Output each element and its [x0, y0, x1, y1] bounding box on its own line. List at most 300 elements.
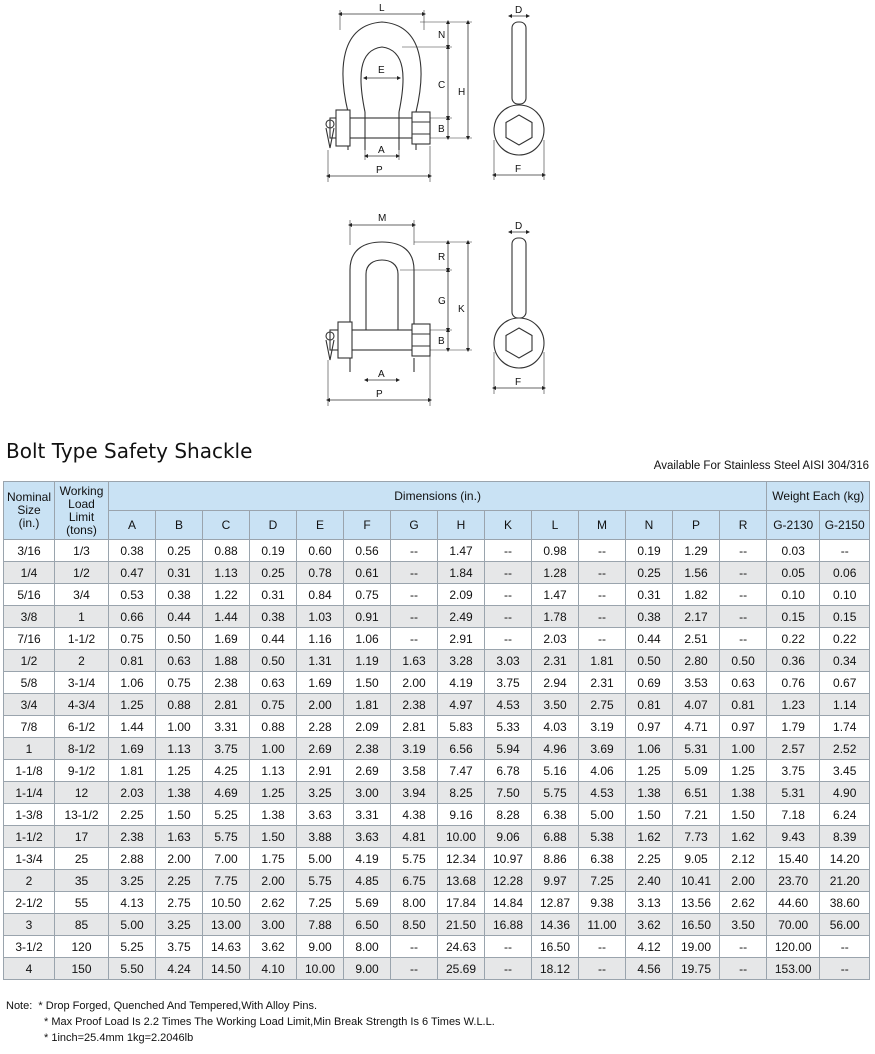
table-cell: 0.38 — [156, 584, 203, 606]
table-row — [4, 914, 870, 936]
table-cell: 2.38 — [391, 694, 438, 716]
table-cell: 7.21 — [673, 804, 720, 826]
table-cell: 23.70 — [767, 870, 820, 892]
table-cell: 0.75 — [156, 672, 203, 694]
table-cell: 7.75 — [203, 870, 250, 892]
table-cell: 12.87 — [532, 892, 579, 914]
table-cell: 4-3/4 — [55, 694, 109, 716]
table-cell: 2.57 — [767, 738, 820, 760]
table-cell: 4.13 — [109, 892, 156, 914]
table-row — [4, 650, 870, 672]
table-cell: 0.25 — [626, 562, 673, 584]
table-cell: 4.81 — [391, 826, 438, 848]
header-col-d: D — [250, 511, 297, 540]
table-cell: -- — [391, 584, 438, 606]
shackle-diagrams — [0, 0, 875, 420]
table-cell: 0.31 — [250, 584, 297, 606]
table-cell: -- — [579, 540, 626, 562]
table-cell: -- — [720, 540, 767, 562]
table-cell: -- — [391, 628, 438, 650]
table-cell: 0.25 — [250, 562, 297, 584]
table-cell: 0.50 — [720, 650, 767, 672]
table-cell: 3 — [4, 914, 55, 936]
table-cell: 0.91 — [344, 606, 391, 628]
table-cell: 6.56 — [438, 738, 485, 760]
table-cell: -- — [720, 562, 767, 584]
table-cell: 5.16 — [532, 760, 579, 782]
table-cell: 3.58 — [391, 760, 438, 782]
table-row — [4, 672, 870, 694]
table-cell: 1.25 — [720, 760, 767, 782]
table-cell: 1.25 — [156, 760, 203, 782]
table-cell: 1.14 — [820, 694, 870, 716]
table-cell: 2.03 — [109, 782, 156, 804]
table-cell: 17.84 — [438, 892, 485, 914]
table-row — [4, 694, 870, 716]
table-cell: 9.06 — [485, 826, 532, 848]
note-line: * Max Proof Load Is 2.2 Times The Working Load Limit,Min Break Strength Is 6 Times W.L.L. — [44, 1016, 495, 1028]
table-cell: 6.50 — [344, 914, 391, 936]
table-cell: 1-1/2 — [55, 628, 109, 650]
table-cell: 0.97 — [626, 716, 673, 738]
label-L: L — [379, 3, 385, 14]
table-cell: 16.50 — [673, 914, 720, 936]
table-cell: 4.25 — [203, 760, 250, 782]
table-cell: -- — [485, 562, 532, 584]
table-cell: 1.81 — [579, 650, 626, 672]
table-cell: 3.63 — [344, 826, 391, 848]
table-cell: 2.51 — [673, 628, 720, 650]
table-cell: 1.13 — [203, 562, 250, 584]
spec-table — [3, 481, 870, 980]
table-cell: 12.34 — [438, 848, 485, 870]
table-cell: 12 — [55, 782, 109, 804]
table-row — [4, 540, 870, 562]
table-cell: 5.09 — [673, 760, 720, 782]
table-row — [4, 848, 870, 870]
table-cell: 0.61 — [344, 562, 391, 584]
table-cell: 0.38 — [626, 606, 673, 628]
table-cell: 5.00 — [297, 848, 344, 870]
table-cell: 25 — [55, 848, 109, 870]
table-cell: 1.88 — [203, 650, 250, 672]
table-cell: 0.25 — [156, 540, 203, 562]
table-cell: 1.69 — [203, 628, 250, 650]
table-cell: -- — [391, 606, 438, 628]
table-cell: 6.38 — [532, 804, 579, 826]
table-cell: 4.19 — [438, 672, 485, 694]
table-cell: 2.94 — [532, 672, 579, 694]
table-row — [4, 562, 870, 584]
table-cell: 7.50 — [485, 782, 532, 804]
header-col-n: N — [626, 511, 673, 540]
table-cell: 120 — [55, 936, 109, 958]
table-cell: 0.10 — [767, 584, 820, 606]
table-cell: 120.00 — [767, 936, 820, 958]
table-cell: 0.88 — [156, 694, 203, 716]
table-cell: 1/3 — [55, 540, 109, 562]
table-cell: 4.24 — [156, 958, 203, 980]
table-cell: 1.38 — [250, 804, 297, 826]
table-cell: 1.81 — [109, 760, 156, 782]
table-cell: 2.69 — [344, 760, 391, 782]
table-cell: 7.00 — [203, 848, 250, 870]
table-cell: 2.31 — [532, 650, 579, 672]
table-cell: 1.81 — [344, 694, 391, 716]
table-cell: -- — [579, 936, 626, 958]
table-cell: 8-1/2 — [55, 738, 109, 760]
table-cell: 4.38 — [391, 804, 438, 826]
header-col-m: M — [579, 511, 626, 540]
notes — [6, 998, 495, 1046]
label-E: E — [378, 65, 385, 76]
table-cell: 2.75 — [579, 694, 626, 716]
table-cell: 1.06 — [344, 628, 391, 650]
table-cell: 0.81 — [720, 694, 767, 716]
table-cell: 3.19 — [391, 738, 438, 760]
table-cell: 2.69 — [297, 738, 344, 760]
label-P: P — [376, 165, 383, 176]
header-col-g-2150: G-2150 — [820, 511, 870, 540]
table-cell: 0.67 — [820, 672, 870, 694]
table-cell: 12.28 — [485, 870, 532, 892]
table-cell: 5.50 — [109, 958, 156, 980]
table-cell: 0.63 — [250, 672, 297, 694]
table-cell: 3.25 — [297, 782, 344, 804]
table-cell: 5.31 — [767, 782, 820, 804]
header-col-h: H — [438, 511, 485, 540]
table-cell: -- — [820, 958, 870, 980]
table-cell: 5.69 — [344, 892, 391, 914]
table-cell: 0.75 — [109, 628, 156, 650]
table-cell: 6.51 — [673, 782, 720, 804]
table-cell: -- — [720, 936, 767, 958]
table-cell: 1.69 — [109, 738, 156, 760]
table-cell: 13.00 — [203, 914, 250, 936]
table-cell: 0.44 — [250, 628, 297, 650]
table-cell: 10.00 — [438, 826, 485, 848]
table-cell: 5.25 — [109, 936, 156, 958]
table-cell: 3.00 — [250, 914, 297, 936]
table-cell: 1.19 — [344, 650, 391, 672]
table-cell: 1.69 — [297, 672, 344, 694]
table-cell: 1.44 — [203, 606, 250, 628]
table-cell: 14.63 — [203, 936, 250, 958]
table-cell: -- — [485, 606, 532, 628]
table-cell: 19.75 — [673, 958, 720, 980]
table-cell: 3/8 — [4, 606, 55, 628]
table-row — [4, 628, 870, 650]
table-cell: 1.84 — [438, 562, 485, 584]
table-cell: 1-1/2 — [4, 826, 55, 848]
table-cell: 2.09 — [344, 716, 391, 738]
label-F: F — [515, 164, 522, 175]
table-cell: 8.28 — [485, 804, 532, 826]
table-cell: -- — [579, 958, 626, 980]
table-cell: 1.78 — [532, 606, 579, 628]
table-cell: 0.19 — [250, 540, 297, 562]
label-F: F — [515, 377, 522, 388]
table-cell: 1.75 — [250, 848, 297, 870]
label-A: A — [378, 145, 385, 156]
table-cell: 3.31 — [203, 716, 250, 738]
table-cell: 5/8 — [4, 672, 55, 694]
table-cell: 10.97 — [485, 848, 532, 870]
table-cell: 13-1/2 — [55, 804, 109, 826]
table-cell: 2.52 — [820, 738, 870, 760]
table-cell: 5.33 — [485, 716, 532, 738]
header-col-l: L — [532, 511, 579, 540]
table-cell: 1.00 — [720, 738, 767, 760]
table-cell: 2.88 — [109, 848, 156, 870]
label-N: N — [438, 30, 446, 41]
table-cell: 2.38 — [344, 738, 391, 760]
table-cell: 7.25 — [297, 892, 344, 914]
table-cell: 0.63 — [156, 650, 203, 672]
table-cell: -- — [579, 606, 626, 628]
table-cell: 6-1/2 — [55, 716, 109, 738]
table-cell: 1.25 — [626, 760, 673, 782]
table-cell: 3.25 — [156, 914, 203, 936]
table-cell: 2.03 — [532, 628, 579, 650]
table-cell: 3.75 — [767, 760, 820, 782]
table-cell: -- — [485, 936, 532, 958]
table-cell: 2.31 — [579, 672, 626, 694]
table-cell: 1.25 — [250, 782, 297, 804]
table-cell: 2.80 — [673, 650, 720, 672]
table-cell: 0.50 — [250, 650, 297, 672]
table-row — [4, 738, 870, 760]
table-row — [4, 958, 870, 980]
table-cell: 0.81 — [109, 650, 156, 672]
table-cell: 0.15 — [820, 606, 870, 628]
table-cell: 3.63 — [297, 804, 344, 826]
table-cell: 0.31 — [626, 584, 673, 606]
table-cell: 14.36 — [532, 914, 579, 936]
table-cell: 6.78 — [485, 760, 532, 782]
table-cell: 0.47 — [109, 562, 156, 584]
table-cell: 8.39 — [820, 826, 870, 848]
table-cell: 5.83 — [438, 716, 485, 738]
table-cell: 2.91 — [438, 628, 485, 650]
table-cell: 5.00 — [109, 914, 156, 936]
table-cell: 3.50 — [532, 694, 579, 716]
chain-shackle-side-view — [494, 232, 544, 394]
table-cell: 2.00 — [720, 870, 767, 892]
table-cell: 8.25 — [438, 782, 485, 804]
table-cell: 4.07 — [673, 694, 720, 716]
table-cell: 3.75 — [156, 936, 203, 958]
table-cell: -- — [391, 958, 438, 980]
table-cell: 17 — [55, 826, 109, 848]
table-cell: 2.28 — [297, 716, 344, 738]
label-D: D — [515, 221, 523, 232]
table-cell: -- — [391, 936, 438, 958]
table-cell: 7.47 — [438, 760, 485, 782]
table-cell: 0.98 — [532, 540, 579, 562]
header-col-e: E — [297, 511, 344, 540]
table-cell: 1 — [55, 606, 109, 628]
table-cell: 2.62 — [250, 892, 297, 914]
table-cell: 3.69 — [579, 738, 626, 760]
table-cell: 1.63 — [156, 826, 203, 848]
header-col-g-2130: G-2130 — [767, 511, 820, 540]
header-nominal-size: Nominal Size (in.) — [4, 482, 55, 540]
table-cell: 4.19 — [344, 848, 391, 870]
table-cell: 56.00 — [820, 914, 870, 936]
table-cell: 3/16 — [4, 540, 55, 562]
table-cell: 5.94 — [485, 738, 532, 760]
table-row — [4, 782, 870, 804]
table-cell: 1.22 — [203, 584, 250, 606]
table-cell: 3-1/4 — [55, 672, 109, 694]
table-cell: 10.00 — [297, 958, 344, 980]
table-cell: 1.13 — [250, 760, 297, 782]
table-cell: 8.00 — [391, 892, 438, 914]
table-row — [4, 606, 870, 628]
label-M: M — [378, 213, 387, 224]
table-cell: 4.85 — [344, 870, 391, 892]
table-row — [4, 804, 870, 826]
table-cell: 4.71 — [673, 716, 720, 738]
table-cell: 2.62 — [720, 892, 767, 914]
table-cell: 0.22 — [767, 628, 820, 650]
table-cell: 1.28 — [532, 562, 579, 584]
table-cell: 3-1/2 — [4, 936, 55, 958]
table-cell: 3.53 — [673, 672, 720, 694]
table-cell: 4.06 — [579, 760, 626, 782]
table-cell: 3.45 — [820, 760, 870, 782]
table-cell: 2.40 — [626, 870, 673, 892]
table-cell: 3.31 — [344, 804, 391, 826]
table-cell: 4.96 — [532, 738, 579, 760]
table-cell: 3.00 — [344, 782, 391, 804]
table-cell: 9.43 — [767, 826, 820, 848]
table-cell: 4.12 — [626, 936, 673, 958]
spec-table-body — [4, 540, 870, 980]
table-cell: 2.25 — [109, 804, 156, 826]
table-cell: 0.88 — [203, 540, 250, 562]
table-cell: 0.38 — [109, 540, 156, 562]
table-cell: 1.31 — [297, 650, 344, 672]
table-cell: 0.69 — [626, 672, 673, 694]
note-line: * 1inch=25.4mm 1kg=2.2046lb — [44, 1032, 194, 1044]
label-C: C — [438, 80, 446, 91]
table-cell: 5.75 — [391, 848, 438, 870]
table-cell: 6.88 — [532, 826, 579, 848]
table-cell: 1.38 — [156, 782, 203, 804]
table-cell: 1.44 — [109, 716, 156, 738]
table-cell: -- — [720, 958, 767, 980]
table-cell: 1.23 — [767, 694, 820, 716]
table-cell: 19.00 — [673, 936, 720, 958]
table-row — [4, 716, 870, 738]
table-cell: 8.50 — [391, 914, 438, 936]
table-cell: 44.60 — [767, 892, 820, 914]
table-cell: 21.50 — [438, 914, 485, 936]
table-cell: 2.81 — [203, 694, 250, 716]
table-cell: 18.12 — [532, 958, 579, 980]
table-cell: 0.97 — [720, 716, 767, 738]
table-cell: 0.15 — [767, 606, 820, 628]
table-cell: 9.05 — [673, 848, 720, 870]
table-cell: 7.73 — [673, 826, 720, 848]
table-cell: 10.50 — [203, 892, 250, 914]
table-cell: 0.75 — [344, 584, 391, 606]
table-cell: 0.34 — [820, 650, 870, 672]
table-cell: 9.38 — [579, 892, 626, 914]
table-cell: 3.88 — [297, 826, 344, 848]
table-cell: 5/16 — [4, 584, 55, 606]
table-cell: -- — [820, 540, 870, 562]
table-cell: 0.44 — [626, 628, 673, 650]
header-col-a: A — [109, 511, 156, 540]
table-cell: 16.88 — [485, 914, 532, 936]
table-cell: -- — [391, 540, 438, 562]
table-cell: 7.88 — [297, 914, 344, 936]
table-cell: 0.44 — [156, 606, 203, 628]
table-cell: 0.19 — [626, 540, 673, 562]
table-cell: 1.79 — [767, 716, 820, 738]
header-col-c: C — [203, 511, 250, 540]
table-cell: -- — [391, 562, 438, 584]
table-cell: 5.75 — [297, 870, 344, 892]
table-cell: 1-3/8 — [4, 804, 55, 826]
table-cell: 1.06 — [109, 672, 156, 694]
table-cell: 6.24 — [820, 804, 870, 826]
table-cell: 0.76 — [767, 672, 820, 694]
table-cell: 3.75 — [203, 738, 250, 760]
table-cell: 4 — [4, 958, 55, 980]
table-cell: 1.03 — [297, 606, 344, 628]
table-cell: 2.12 — [720, 848, 767, 870]
table-cell: 1-1/4 — [4, 782, 55, 804]
header-col-k: K — [485, 511, 532, 540]
header-col-f: F — [344, 511, 391, 540]
table-cell: 5.31 — [673, 738, 720, 760]
table-cell: 6.38 — [579, 848, 626, 870]
table-cell: 0.50 — [626, 650, 673, 672]
anchor-shackle-side-view — [494, 16, 544, 180]
table-cell: 2.25 — [156, 870, 203, 892]
table-cell: 3.94 — [391, 782, 438, 804]
table-cell: 1.62 — [720, 826, 767, 848]
header-weight-each: Weight Each (kg) — [767, 482, 870, 511]
table-cell: 153.00 — [767, 958, 820, 980]
table-cell: 1/2 — [55, 562, 109, 584]
table-cell: 7.25 — [579, 870, 626, 892]
label-R: R — [438, 252, 446, 263]
table-row — [4, 826, 870, 848]
table-cell: 21.20 — [820, 870, 870, 892]
table-cell: 0.63 — [720, 672, 767, 694]
table-cell: -- — [820, 936, 870, 958]
header-col-b: B — [156, 511, 203, 540]
table-cell: 0.84 — [297, 584, 344, 606]
table-cell: 3.03 — [485, 650, 532, 672]
table-cell: 0.53 — [109, 584, 156, 606]
table-cell: 1.47 — [532, 584, 579, 606]
table-cell: 14.20 — [820, 848, 870, 870]
table-cell: -- — [720, 584, 767, 606]
table-cell: -- — [485, 628, 532, 650]
label-B: B — [438, 124, 445, 135]
note-line: Note: * Drop Forged, Quenched And Tempered,With Alloy Pins. — [6, 1000, 318, 1012]
table-cell: 3/4 — [55, 584, 109, 606]
table-cell: 9.97 — [532, 870, 579, 892]
table-cell: 1.74 — [820, 716, 870, 738]
table-cell: 15.40 — [767, 848, 820, 870]
